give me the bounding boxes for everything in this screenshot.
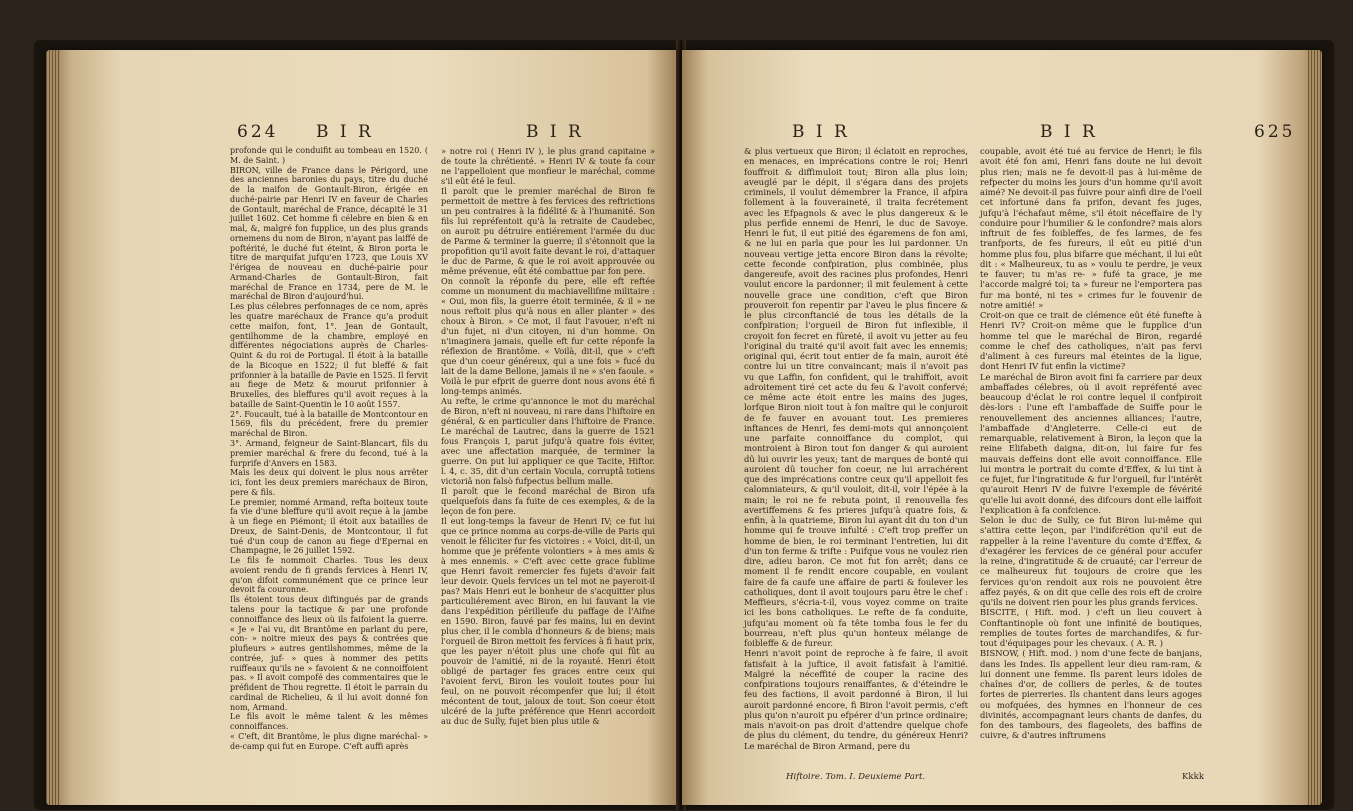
signature-mark: Kkkk	[1182, 772, 1205, 782]
paragraph: Il eut long-temps la faveur de Henri IV; ce fut lui que ce prince nomma au corps-de-ville de Paris qui venoit le féliciter fur fes victoires : « Voici, dit-il, un homme que je préfente volontiers » à mes amis & à mes ennemis. » C'eft avec cette grace fublime que Henri favoit remercier fes fujets d'avoir fait leur devoir. Quels fervices un tel mot ne payeroit-il pas? Mais Henri eut le bonheur de s'acquitter plus particuliérement avec Biron, en lui fauvant la vie dans l'expédition périlleufe du paffage de l'Aifne en 1590. Biron, fauvé par fes mains, lui en devint plus cher, il le combla d'honneurs & de biens; mais l'orgueil de Biron mettoit fes fervices à fi haut prix, que les payer n'étoit plus une chofe qui fût au pouvoir de l'amitié, ni de la royauté. Henri étoit obligé de partager fes graces entre ceux qui l'avoient fervi, Biron les vouloit toutes pour lui feul, on ne pouvoit récompenfer que lui; il étoit mécontent de tout, jaloux de tout. Son coeur étoit ulcéré de la jufte préférence que Henri accordoit au duc de Sully, fujet bien plus utile &	[441, 516, 655, 726]
paragraph: 3°. Armand, feigneur de Saint-Blancart, fils du premier maréchal & frere du fecond, tué à la furprife d'Anvers en 1583.	[230, 438, 428, 468]
left-running-head-2: B I R	[526, 122, 584, 142]
paragraph: profonde qui le conduifit au tombeau en 1520. ( M. de Saint. )	[230, 146, 428, 165]
paragraph: & plus vertueux que Biron; il éclatoit en reproches, en menaces, en imprécations contre le roi; Henri fouffroit & diffimuloit tout; Biron alla plus loin; aveuglé par le dépit, il s'égara dans des projets criminels, il voulut démembrer la France, il afpira follement à la fouveraineté, il traita fecrétement avec les Efpagnols & avec le plus dangereux & le plus perfide ennemi de Henri, le duc de Savoye. Henri le fut, il eut pitié des égaremens de fon ami, & ne lui en parla que pour les lui pardonner. Un nouveau vertige jetta encore Biron dans la révolte; cette feconde confpiration, plus combinée, plus dangereufe, avoit des racines plus profondes, Henri voulut encore la pardonner; il mit feulement à cette nouvelle grace une condition, c'eft que Biron prouveroit fon repentir par l'aveu le plus fincere & le plus circonftancié de tous les détails de la confpiration; l'orgueil de Biron fut inflexible, il croyoit fon fecret en fûreté, il avoit vu jetter au feu l'original du traité qu'il avoit fait avec les ennemis; original qui, écrit tout entier de fa main, auroit été contre lui un titre convaincant; mais il n'avoit pas vu que Laffin, fon confident, qui le trahiffoit, avoit adroitement tiré cet acte du feu & l'avoit confervé; ce même acte étoit entre les mains des juges, lorfque Biron nioit tout à fon maître qui le conjuroit de fe fauver en avouant tout. Les premieres inftances de Henri, fes demi-mots qui annonçoient une parfaite connoiffance du complot, qui montroient à Biron tout fon danger & qui auroient dû lui ouvrir les yeux; tant de marques de bonté qui auroient dû toucher fon coeur, ne lui arrachérent que des imprécations contre ceux qu'il appelloit fes calomniateurs, & qu'il vouloit, dit-il, voir l'épée à la main; le roi ne fe rebuta point, il renouvella fes avertiffemens & fes prieres jufqu'à quatre fois, & enfin, à la quatrieme, Biron lui ayant dit du ton d'un homme qui fe trouve infulté : C'eft trop preffer un homme de bien, le roi terminant l'entretien, lui dit d'un ton ferme & trifte : Puifque vous ne voulez rien dire, adieu baron. Ce mot fut fon arrêt; dans ce moment il fe rendit encore coupable, en voulant faire de fa caufe une affaire de parti & foulever les catholiques, dont il avoit toujours paru être le chef : Meffieurs, s'écria-t-il, vous voyez comme on traite ici les bons catholiques. Le refte de fa conduite, jufqu'au moment où fa tête tomba fous le fer du bourreau, n'eft plus qu'un honteux mélange de foibleffe & de fureur.	[744, 146, 968, 648]
left-running-head-1: B I R	[316, 122, 374, 142]
paragraph: Les plus célebres perfonnages de ce nom, après les quatre maréchaux de France qu'a produit cette maifon, font, 1°. Jean de Gontault, gentilhomme de la chambre, employé en différentes négociations auprès de Charles-Quint & du roi de Portugal. Il étoit à la bataille de la Bicoque en 1522; il fut bleffé & fait prifonnier à la bataille de Pavie en 1525. Il fervit au fiege de Metz & mourut prifonnier à Bruxelles, des bleffures qu'il avoit reçues à la bataille de Saint-Quentin le 10 août 1557.	[230, 302, 428, 409]
right-column-2	[980, 146, 1202, 741]
right-page	[682, 50, 1322, 805]
left-page-number: 624	[237, 122, 279, 142]
right-column-1	[744, 146, 968, 751]
paragraph: Le fils avoit le même talent & les mêmes connoiffances.	[230, 712, 428, 732]
paragraph: Mais les deux qui doivent le plus nous arrêter ici, font les deux premiers maréchaux de Biron, pere & fils.	[230, 468, 428, 497]
paragraph: Voilà le pur efprit de guerre dont nous avons été fi long-temps animés.	[441, 376, 655, 396]
paragraph: Croit-on que ce trait de clémence eût été funefte à Henri IV? Croit-on même que le fupplice d'un homme tel que le maréchal de Biron, regardé comme le chef des catholiques, n'ait pas fervi d'aliment à ces fureurs mal éteintes de la ligue, dont Henri IV fut enfin la victime?	[980, 310, 1202, 372]
left-page-edge	[46, 50, 60, 805]
right-running-head-1: B I R	[792, 122, 850, 142]
paragraph: Ils étoient tous deux diftingués par de grands talens pour la tactique & par une profonde connoiffance des lieux où ils faifoient la guerre. « Je » l'ai vu, dit Brantôme en parlant du pere, con- » noitre mieux des pays & contrées que plufieurs » autres gentilshommes, même de la contrée, juf- » ques à nommer des petits ruiffeaux qu'ils ne » favoient & ne connoiffoient pas. » Il avoit compofé des commentaires que le préfident de Thou regrette. Il étoit le parrain du cardinal de Richelieu, & il lui avoit donné fon nom, Armand.	[230, 595, 428, 712]
paragraph: On connoît la réponfe du pere, elle eft reftée comme un monument du machiavelliſme militaire : « Oui, mon fils, la guerre étoit terminée, & il » ne nous reftoit plus qu'à nous en aller planter » des choux à Biron. » Ce mot, il faut l'avouer, n'eft ni d'un fujet, ni d'un citoyen, ni d'un homme. On n'imaginera jamais, quelle eft fur cette réponfe la réflexion de Brantôme. « Voilà, dit-il, que » c'eft que d'un coeur généreux, qui a une fois » fucé du lait de la dame Bellone, jamais il ne » s'en faoule. »	[441, 276, 655, 376]
left-column-2	[441, 146, 655, 726]
paragraph: Il paroît que le premier maréchal de Biron fe permettoit de mettre à fes fervices des reftrictions un peu contraires à la fidélité & à l'humanité. Son fils lui repréfentoit qu'à la retraite de Caudebec, on auroit pu détruire entiérement l'armée du duc de Parme & terminer la guerre; il s'étonnoit que la propofition qu'il avoit faite devant le roi, d'attaquer le duc de Parme, & que le roi avoit approuvée ou même prévenue, eût été combattue par fon pere.	[441, 186, 655, 276]
right-page-number: 625	[1254, 122, 1296, 142]
paragraph: « C'eft, dit Brantôme, le plus digne maréchal- » de-camp qui fut en Europe. C'eft auffi après	[230, 731, 428, 751]
paragraph: BISNOW, ( Hift. mod. ) nom d'une fecte de banjans, dans les Indes. Ils appellent leur dieu ram-ram, & lui donnent une femme. Ils parent leurs idoles de chaînes d'or, de colliers de perles, & de toutes fortes de pierreries. Ils chantent dans leurs agoges ou mofquées, des hymnes en l'honneur de ces divinités, accompagnant leurs chants de danfes, du fon des tambours, des flageolets, des baffins de cuivre, & d'autres inftrumens	[980, 648, 1202, 741]
paragraph: coupable, avoit été tué au fervice de Henri; le fils avoit été fon ami, Henri fans doute ne lui devoit plus rien; mais ne fe devoit-il pas à lui-même de refpecter du moins les jours d'un homme qu'il avoit aimé? Ne devoit-il pas fuivre pour ainfi dire de l'oeil cet infortuné dans fa prifon, devant fes juges, jufqu'à l'échafaut même, s'il étoit néceffaire de l'y conduire pour l'humilier & le confondre? mais alors inftruit de fes foibleffes, de fes larmes, de fes tranfports, de fes fureurs, il eût eu pitié d'un homme plus fou, plus bifarre que méchant, il lui eût dit : « Malheureux, tu as » voulu te perdre, je veux te fauver; tu m'as re- » fufé ta grace, je me l'accorde malgré toi; ta » fureur ne l'emportera pas fur ma bonté, ni tes » crimes fur le fouvenir de notre amitié! »	[980, 146, 1202, 310]
left-column-1	[230, 146, 428, 751]
paragraph: Le maréchal de Biron avoit fini fa carriere par deux ambaffades célebres, où il avoit repréfenté avec beaucoup d'éclat le roi contre lequel il confpiroit dès-lors : l'une eft l'ambaffade de Suiffe pour le renouvellement des anciennes alliances; l'autre, l'ambaffade d'Angleterre. Celle-ci eut de remarquable, relativement à Biron, la leçon que la reine Elifabeth daigna, dit-on, lui faire fur fes mauvais deffeins dont elle avoit connoiffance. Elle lui montra le portrait du comte d'Effex, & lui tint à ce fujet, fur l'ingratitude & fur l'orgueil, fur l'intérêt qu'auroit Henri IV de fuivre l'exemple de févérité qu'elle lui avoit donné, des difcours dont elle laiffoit l'explication à fa confcience.	[980, 371, 1202, 515]
volume-footer: Hiftoire. Tom. I. Deuxieme Part.	[786, 772, 926, 782]
paragraph: Au refte, le crime qu'annonce le mot du maréchal de Biron, n'eft ni nouveau, ni rare dans l'hiftoire en général, & en particulier dans l'hiftoire de France. Le maréchal de Lautrec, dans la guerre de 1521 fous François I, parut jufqu'à quatre fois éviter, avec une affectation marquée, de terminer la guerre. On put lui appliquer ce que Tacite, Hiftor. l. 4, c. 35, dit d'un certain Vocula, corruptâ totiens victoriâ non falsò fufpectus bellum malle.	[441, 396, 655, 486]
paragraph: BISCITE, ( Hift. mod. ) c'eft un lieu couvert à Conftantinople où font une infinité de boutiques, remplies de toutes fortes de marchandifes, & fur-tout d'équipages pour les chevaux. ( A. R. )	[980, 607, 1202, 648]
paragraph: Le fils fe nommoit Charles. Tous les deux avoient rendu de fi grands fervices à Henri IV, qu'on difoit communément que ce prince leur devoit fa couronne.	[230, 556, 428, 595]
paragraph: Il paroît que le fecond maréchal de Biron ufa quelquefois dans fa fuite de ces exemples, & de la leçon de fon pere.	[441, 486, 655, 516]
paragraph: BIRON, ville de France dans le Périgord, une des anciennes baronies du pays, titre du duché de la maifon de Gontault-Biron, érigée en duché-pairie par Henri IV en faveur de Charles de Gontault, maréchal de France, décapité le 31 juillet 1602. Cet homme fi célebre en bien & en mal, &, malgré fon fupplice, un des plus grands ornemens du nom de Biron, n'ayant pas laiffé de poftérité, le duché fut éteint, & Biron porta le titre de marquifat jufqu'en 1723, que Louis XV l'érigea de nouveau en duché-pairie pour Armand-Charles de Gontault-Biron, fait maréchal de France en 1734, pere de M. le maréchal de Biron d'aujourd'hui.	[230, 165, 428, 302]
right-running-head-2: B I R	[1040, 122, 1098, 142]
paragraph: » notre roi ( Henri IV ), le plus grand capitaine » de toute la chrétienté. » Henri IV & toute fa cour ne l'appelloient que monfieur le maréchal, comme s'il eût été le feul.	[441, 146, 655, 186]
paragraph: Le premier, nommé Armand, refta boiteux toute fa vie d'une bleffure qu'il avoit reçue à la jambe à un fiege en Piémont; il étoit aux batailles de Dreux, de Saint-Denis, de Montcontour, il fut tué d'un coup de canon au fiege d'Epernai en Champagne, le 26 juillet 1592.	[230, 497, 428, 556]
paragraph: 2°. Foucault, tué à la bataille de Montcontour en 1569, fils du précédent, frere du premier maréchal de Biron.	[230, 409, 428, 439]
right-page-edge	[1308, 50, 1322, 805]
left-page	[46, 50, 678, 805]
paragraph: Henri n'avoit point de reproche à fe faire, il avoit fatisfait à la juftice, il avoit fatisfait à l'amitié. Malgré la néceffité de couper la racine des confpirations toujours renaiffantes, & d'éteindre le feu des factions, il avoit pardonné à Biron, il lui auroit pardonné encore, fi Biron l'avoit permis, c'eft plus qu'on n'auroit pu efpérer d'un prince ordinaire; mais n'avoit-on pas droit d'attendre quelque chofe de plus du clément, du tendre, du généreux Henri? Le maréchal de Biron Armand, pere du	[744, 648, 968, 751]
paragraph: Selon le duc de Sully, ce fut Biron lui-même qui s'attira cette leçon, par l'indifcrétion qu'il eut de rappeller à la reine l'aventure du comte d'Effex, & d'exagérer les fervices de ce général pour accufer la reine, d'ingratitude & de cruauté; car l'erreur de ce malheureux fut toujours de croire que les fervices qu'on rendoit aux rois ne pouvoient être affez payés, & on dit que celle des rois eft de croire qu'ils ne doivent rien pour les plus grands fervices.	[980, 515, 1202, 607]
